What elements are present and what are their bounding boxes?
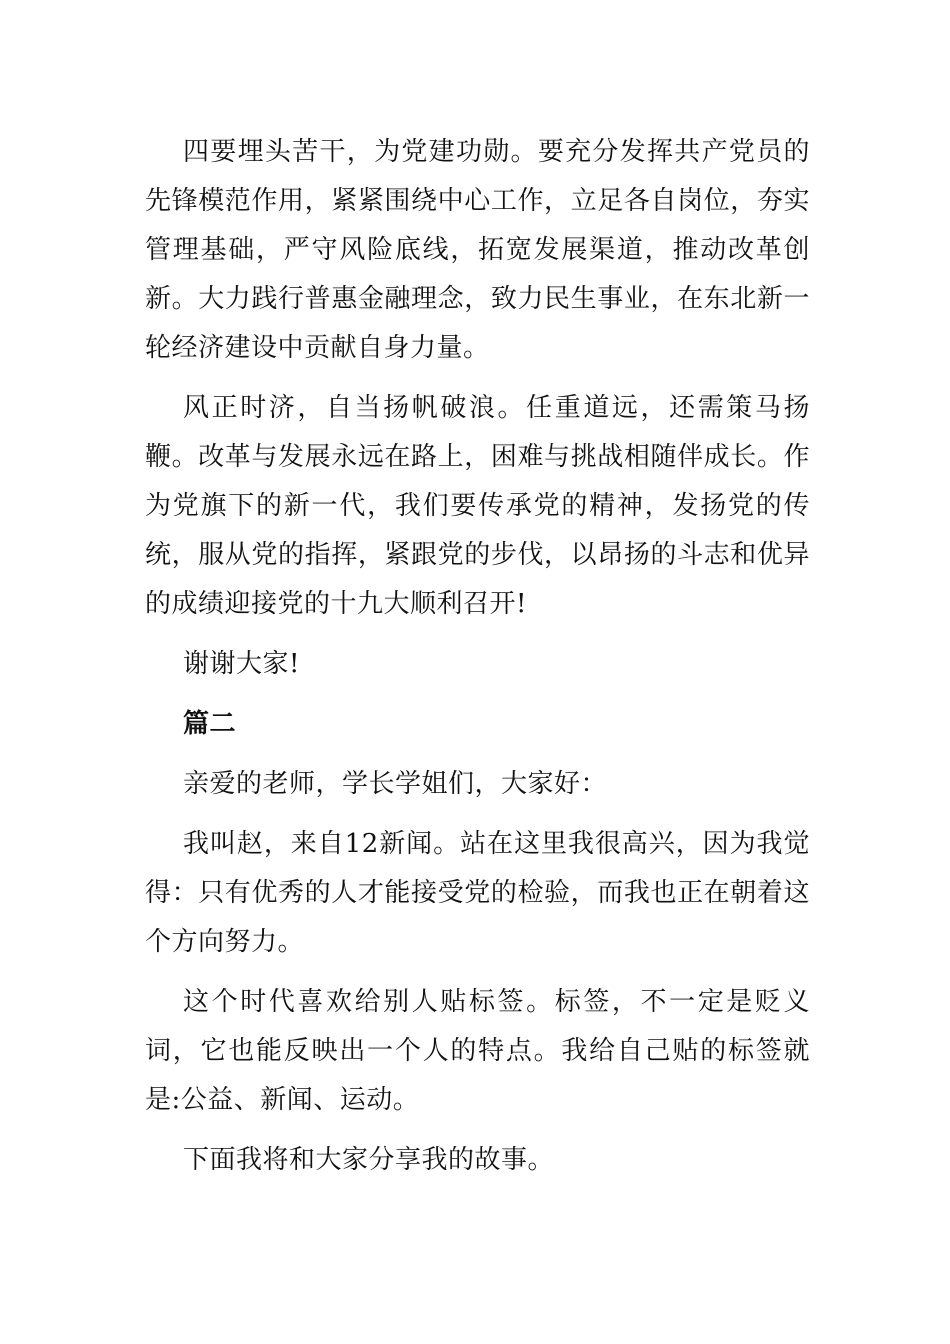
section-heading: 篇二 (183, 709, 237, 739)
document-body (145, 128, 810, 1196)
paragraph-5: 我叫赵，来自12新闻。站在这里我很高兴，因为我觉得：只有优秀的人才能接受党的检验，而我也正在朝着这个方向努力。 (145, 829, 810, 957)
paragraph-2: 风正时济，自当扬帆破浪。任重道远，还需策马扬鞭。改革与发展永远在路上，困难与挑战相随伴成长。作为党旗下的新一代，我们要传承党的精神，发扬党的传统，服从党的指挥，紧跟党的步伐，以昂扬的斗志和优异的成绩迎接党的十九大顺利召开! (145, 393, 810, 619)
paragraph-6: 这个时代喜欢给别人贴标签。标签，不一定是贬义词，它也能反映出一个人的特点。我给自己贴的标签就是:公益、新闻、运动。 (145, 987, 810, 1115)
paragraph-3: 谢谢大家! (183, 649, 300, 679)
paragraph-1: 四要埋头苦干，为党建功勋。要充分发挥共产党员的先锋模范作用，紧紧围绕中心工作，立足各自岗位，夯实管理基础，严守风险底线，拓宽发展渠道，推动改革创新。大力践行普惠金融理念，致力民生事业，在东北新一轮经济建设中贡献自身力量。 (145, 137, 810, 363)
paragraph-7: 下面我将和大家分享我的故事。 (183, 1145, 555, 1175)
paragraph-greeting: 亲爱的老师，学长学姐们，大家好： (183, 769, 608, 799)
